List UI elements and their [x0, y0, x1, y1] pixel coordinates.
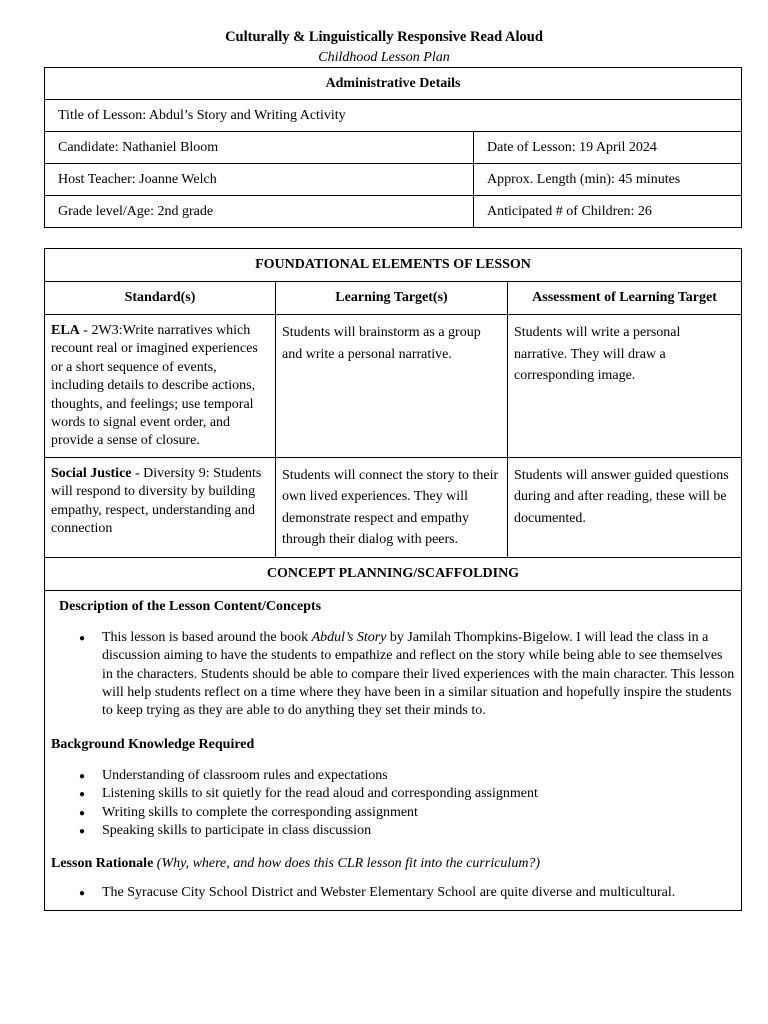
document-subtitle: Childhood Lesson Plan: [318, 50, 450, 65]
rationale-heading: [51, 856, 735, 872]
document-title: Culturally & Linguistically Responsive Read Aloud: [225, 29, 543, 45]
rationale-list: [51, 884, 735, 902]
concept-section: [45, 590, 742, 910]
standard-cell: [45, 315, 276, 458]
foundation-header: FOUNDATIONAL ELEMENTS OF LESSON: [45, 249, 742, 282]
list-item: ● Listening skills to sit quietly for the read aloud and corresponding assignment: [102, 785, 735, 803]
description-text-end: by Jamilah Thompkins-Bigelow. I will lead the class in a discussion aiming to have the students to empathize and reflect on the story while being able to see themselves in the characters. Students should be able to compare their lived experiences with the main character. This lesson will help students reflect on a time where they have been in a similar situation and hopefully inspire the students to keep trying as they are able to do anything they set their minds to.: [102, 629, 735, 719]
host-teacher: Host Teacher: Joanne Welch: [45, 164, 474, 196]
background-heading: Background Knowledge Required: [51, 736, 255, 752]
rationale-question: (Why, where, and how does this CLR lesson fit into the curriculum?): [153, 855, 541, 871]
list-item: [102, 629, 735, 721]
standard-text: - 2W3:Write narratives which recount real or imagined experiences or a short sequence of events, including details to describe actions, thoughts, and feelings; use temporal words to signal event order, and provide a sense of closure.: [51, 323, 258, 449]
candidate: Candidate: Nathaniel Bloom: [45, 132, 474, 164]
lesson-date: Date of Lesson: 19 April 2024: [474, 132, 742, 164]
lesson-title: Title of Lesson: Abdul’s Story and Writing Activity: [45, 100, 742, 132]
book-title: Abdul’s Story: [311, 629, 387, 645]
table-row: [45, 315, 742, 458]
standard-label: Social Justice: [51, 465, 132, 481]
assessment-cell: Students will answer guided questions during and after reading, these will be documented.: [508, 457, 742, 557]
grade-level: Grade level/Age: 2nd grade: [45, 196, 474, 228]
lesson-length: Approx. Length (min): 45 minutes: [474, 164, 742, 196]
standard-cell: [45, 457, 276, 557]
learning-target-cell: Students will brainstorm as a group and write a personal narrative.: [276, 315, 508, 458]
children-count: Anticipated # of Children: 26: [474, 196, 742, 228]
rationale-label: Lesson Rationale: [51, 855, 154, 871]
col-learning-target: Learning Target(s): [276, 282, 508, 315]
list-item: ● The Syracuse City School District and Webster Elementary School are quite diverse and multicultural.: [102, 884, 735, 902]
col-standard: Standard(s): [45, 282, 276, 315]
col-assessment: Assessment of Learning Target: [508, 282, 742, 315]
list-item: ● Speaking skills to participate in class discussion: [102, 822, 735, 840]
admin-header: Administrative Details: [45, 68, 742, 100]
foundational-elements-table: [44, 248, 742, 911]
background-list: [51, 767, 735, 841]
assessment-cell: Students will write a personal narrative. They will draw a corresponding image.: [508, 315, 742, 458]
administrative-details-table: [44, 67, 742, 228]
description-list: [51, 629, 735, 721]
concept-header: CONCEPT PLANNING/SCAFFOLDING: [45, 557, 742, 590]
description-heading: Description of the Lesson Content/Concepts: [59, 598, 322, 614]
table-row: [45, 457, 742, 557]
standard-text: - Diversity 9: Students will respond to diversity by building empathy, respect, understanding and connection: [51, 465, 262, 537]
description-text-start: This lesson is based around the book: [102, 629, 312, 645]
learning-target-cell: Students will connect the story to their own lived experiences. They will demonstrate respect and empathy through their dialog with peers.: [276, 457, 508, 557]
list-item: ● Understanding of classroom rules and expectations: [102, 767, 735, 785]
list-item: ● Writing skills to complete the corresponding assignment: [102, 804, 735, 822]
standard-label: ELA: [51, 323, 80, 338]
